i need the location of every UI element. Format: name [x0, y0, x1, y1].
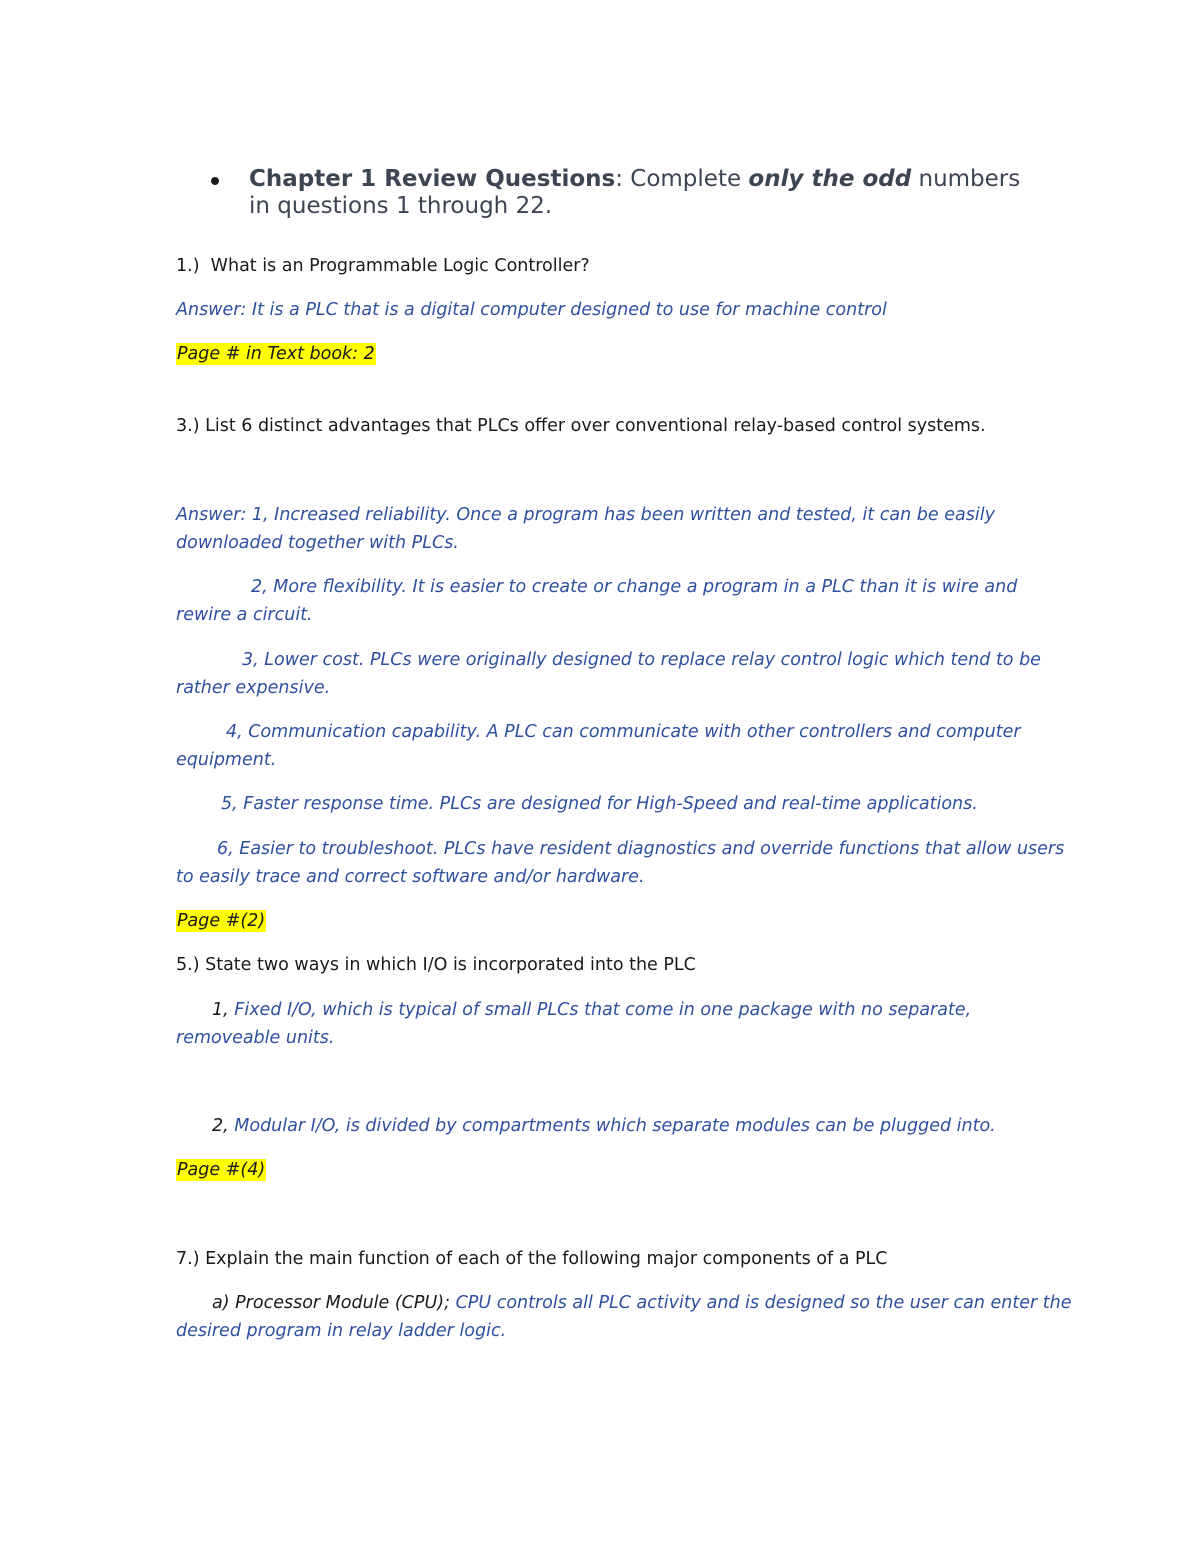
heading-emphasis: only the odd	[748, 166, 912, 192]
bullet-icon	[211, 177, 219, 185]
q3-answer-2	[176, 573, 1076, 629]
q5-question-text: State two ways in which I/O is incorporated into the PLC	[199, 955, 696, 975]
q5-answer-2-row	[176, 1112, 1076, 1140]
q3-answer-4	[176, 718, 1076, 774]
heading-text-b: numbers	[911, 166, 1021, 192]
q3-answer-4-line1: 4, Communication capability. A PLC can communicate with other controllers and computer	[226, 722, 1021, 742]
q1-answer: Answer: It is a PLC that is a digital computer designed to use for machine control	[176, 300, 887, 320]
q1-page-highlight: Page # in Text book: 2	[177, 344, 375, 364]
q3-answer-2-line1: 2, More flexibility. It is easier to create or change a program in a PLC than it is wire and	[251, 577, 1018, 597]
q5-answer-1-line1: Fixed I/O, which is typical of small PLCs that come in one package with no separate,	[234, 1000, 972, 1020]
q7-part-a-answer-line2: desired program in relay ladder logic.	[176, 1321, 507, 1341]
q5-answer-2	[176, 1112, 1076, 1140]
heading-bold-title: Chapter 1 Review Questions	[249, 166, 616, 192]
q7-question-text: Explain the main function of each of the following major components of a PLC	[199, 1249, 888, 1269]
q7-number: 7.)	[176, 1249, 200, 1269]
heading-text-a: : Complete	[615, 166, 749, 192]
q7-question	[176, 1245, 1076, 1273]
q3-answer-3-line2: rather expensive.	[176, 678, 331, 698]
q5-answer-2-num: 2,	[212, 1116, 235, 1136]
q3-answer-6	[176, 835, 1076, 891]
q3-answer-2-line2: rewire a circuit.	[176, 605, 313, 625]
q7-part-a-row	[176, 1289, 1076, 1317]
q7-part-a-label: a) Processor Module (CPU);	[212, 1293, 450, 1313]
q3-answer-4-line2: equipment.	[176, 750, 277, 770]
q5-answer-1	[176, 996, 1076, 1052]
q5-answer-1-row	[176, 996, 1076, 1024]
q5-question	[176, 951, 1076, 979]
q1-question-text: What is an Programmable Logic Controller?	[210, 256, 590, 276]
q3-answer-6-line2: to easily trace and correct software and/or hardware.	[176, 867, 645, 887]
q5-number: 5.)	[176, 955, 200, 975]
heading-line-2: in questions 1 through 22.	[249, 193, 553, 219]
q3-answer-6-line1: 6, Easier to troubleshoot. PLCs have resident diagnostics and override functions that allow users	[217, 839, 1065, 859]
q3-number: 3.)	[176, 416, 200, 436]
q3-answer-3-line1: 3, Lower cost. PLCs were originally designed to replace relay control logic which tend to be	[242, 650, 1041, 670]
chapter-heading	[249, 166, 1129, 220]
q3-question	[176, 412, 1076, 440]
q7-part-a-answer-line1: CPU controls all PLC activity and is designed so the user can enter the	[450, 1293, 1072, 1313]
q1-page-ref	[176, 340, 1076, 368]
q3-answer-1	[176, 501, 1076, 557]
q3-page-highlight: Page #(2)	[177, 911, 266, 931]
q3-answer-1-line2: downloaded together with PLCs.	[176, 533, 459, 553]
q3-page-ref	[176, 907, 1076, 935]
q1-number: 1.)	[176, 256, 200, 276]
q5-answer-1-line2: removeable units.	[176, 1028, 335, 1048]
q5-answer-1-num: 1,	[212, 1000, 235, 1020]
q5-page-ref	[176, 1156, 1076, 1184]
q3-answer-1-line1: Answer: 1, Increased reliability. Once a program has been written and tested, it can be easily	[176, 505, 995, 525]
q1-question	[176, 252, 1076, 280]
q5-page-highlight: Page #(4)	[177, 1160, 266, 1180]
q7-part-a	[176, 1289, 1076, 1345]
q3-answer-5-line1: 5, Faster response time. PLCs are designed for High-Speed and real-time applications.	[221, 794, 978, 814]
q3-answer-5	[176, 790, 1076, 818]
q5-answer-2-line1: Modular I/O, is divided by compartments which separate modules can be plugged into.	[234, 1116, 996, 1136]
q3-answer-3	[176, 646, 1076, 702]
q3-question-text: List 6 distinct advantages that PLCs offer over conventional relay-based control systems.	[199, 416, 986, 436]
